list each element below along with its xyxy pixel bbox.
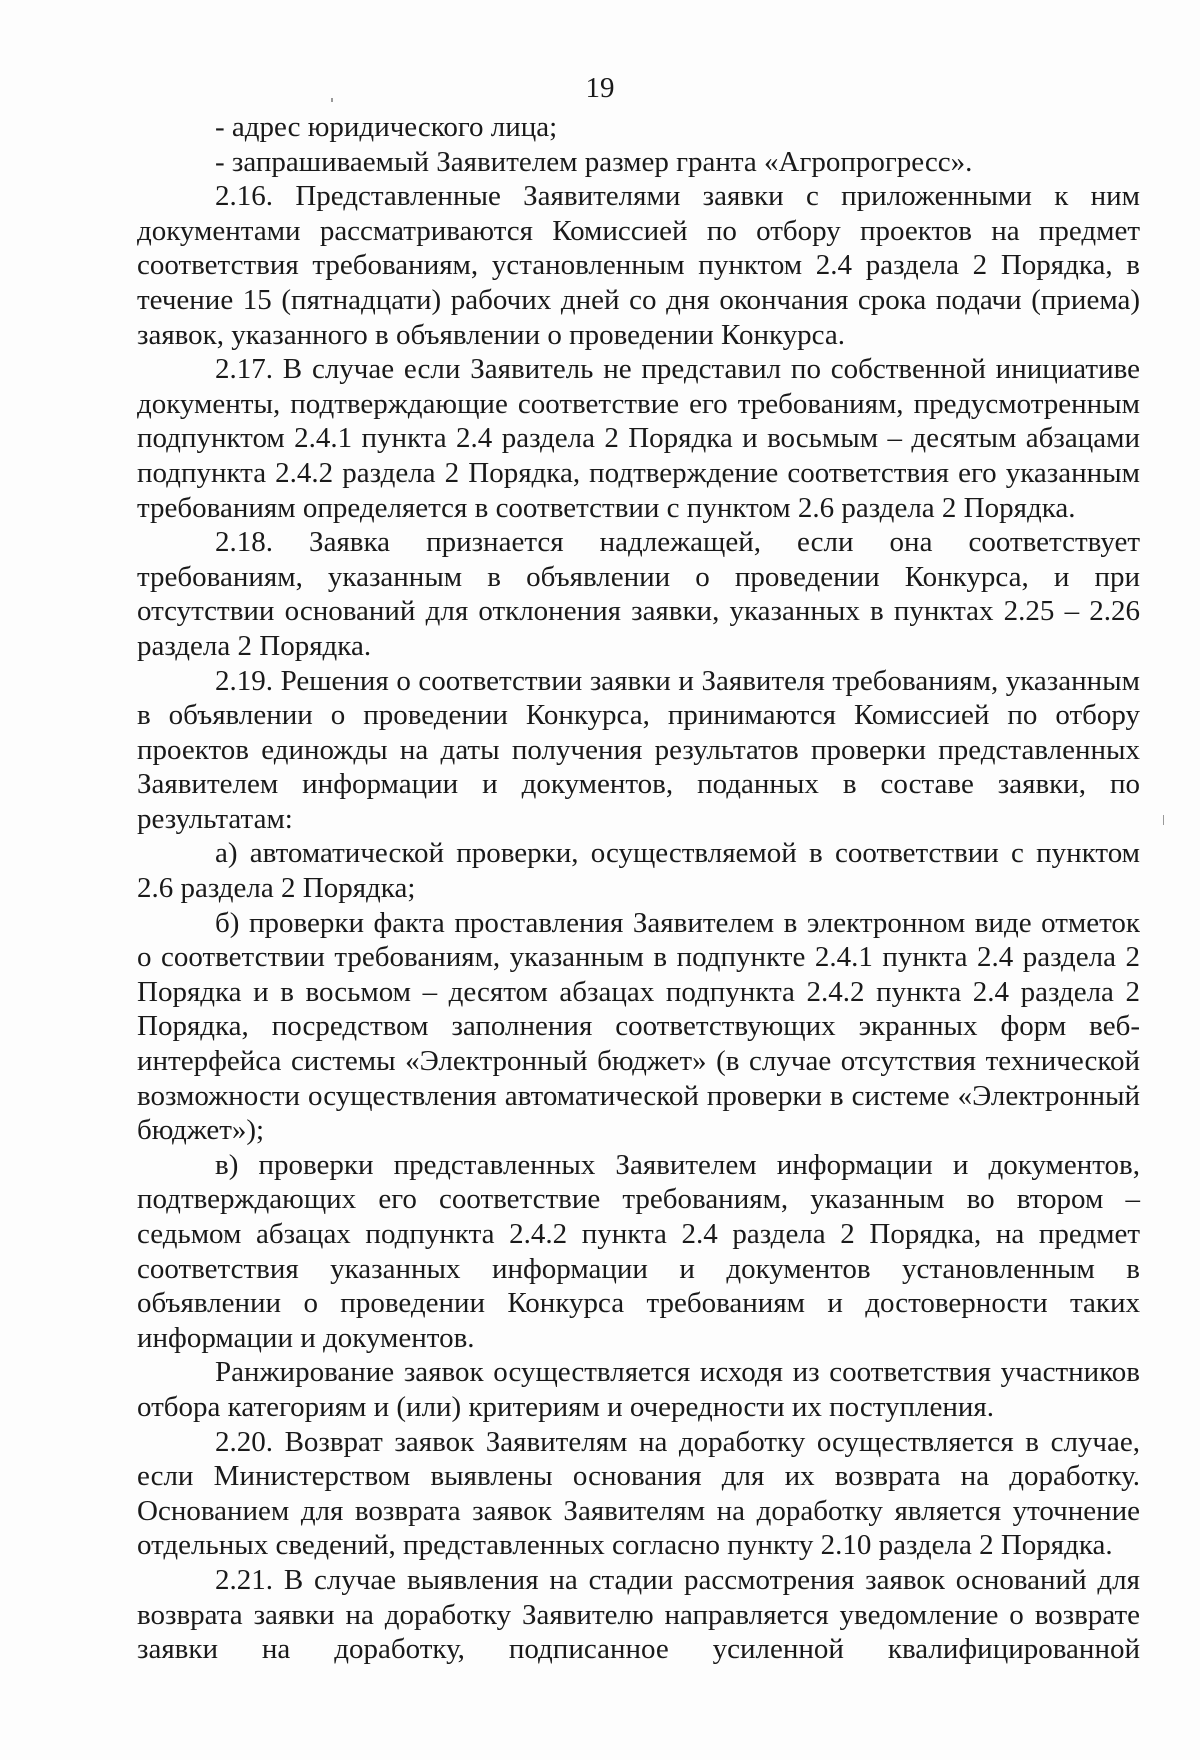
page-number: 19	[585, 72, 615, 104]
paragraph-grant-size: - запрашиваемый Заявителем размер гранта «Агропрогресс».	[215, 145, 973, 178]
paragraph-2-20: 2.20. Возврат заявок Заявителям на доработку осуществляется в случае, если Министерством выявлены основания для их возврата на доработку. Основанием для возврата заявок Заявителям на доработку является уточнение отдельных сведений, представленных согласно пункту 2.10 раздела 2 Порядка.	[137, 1425, 1140, 1562]
paragraph-2-19: 2.19. Решения о соответствии заявки и Заявителя требованиям, указанным в объявлении о проведении Конкурса, принимаются Комиссией по отбору проектов единожды на даты получения результатов проверки представленных Заявителем информации и документов, поданных в составе заявки, по результатам:	[137, 664, 1140, 835]
paragraph-2-16: 2.16. Представленные Заявителями заявки с приложенными к ним документами рассматриваются Комиссией по отбору проектов на предмет соответствия требованиям, установленным пунктом 2.4 раздела 2 Порядка, в течение 15 (пятнадцати) рабочих дней со дня окончания срока подачи (приема) заявок, указанного в объявлении о проведении Конкурса.	[137, 180, 1140, 351]
document-body	[137, 110, 1140, 1667]
paragraph-2-17: 2.17. В случае если Заявитель не представил по собственной инициативе документы, подтверждающие соответствие его требованиям, предусмотренным подпунктом 2.4.1 пункта 2.4 раздела 2 Порядка и восьмым – десятым абзацами подпункта 2.4.2 раздела 2 Порядка, подтверждение соответствия его указанным требованиям определяется в соответствии с пунктом 2.6 раздела 2 Порядка.	[137, 353, 1140, 524]
paragraph-address: - адрес юридического лица;	[215, 111, 558, 143]
scan-speck	[1163, 815, 1164, 825]
paragraph-2-21: 2.21. В случае выявления на стадии рассмотрения заявок оснований для возврата заявки на доработку Заявителю направляется уведомление о возврате заявки на доработку, подписанное усиленной квалифицированной	[137, 1563, 1140, 1666]
paragraph-2-19-b: б) проверки факта проставления Заявителем в электронном виде отметок о соответствии требованиям, указанным в подпункте 2.4.1 пункта 2.4 раздела 2 Порядка и в восьмом – десятом абзацах подпункта 2.4.2 пункта 2.4 раздела 2 Порядка, посредством заполнения соответствующих экранных форм веб-интерфейса системы «Электронный бюджет» (в случае отсутствия технической возможности осуществления автоматической проверки в системе «Электронный бюджет»);	[137, 906, 1140, 1147]
paragraph-2-18: 2.18. Заявка признается надлежащей, если она соответствует требованиям, указанным в объявлении о проведении Конкурса, и при отсутствии оснований для отклонения заявки, указанных в пунктах 2.25 – 2.26 раздела 2 Порядка.	[137, 526, 1140, 662]
scan-speck	[331, 98, 333, 102]
paragraph-ranking: Ранжирование заявок осуществляется исходя из соответствия участников отбора категориям и (или) критериям и очередности их поступления.	[137, 1356, 1140, 1423]
paragraph-2-19-a: а) автоматической проверки, осуществляемой в соответствии с пунктом 2.6 раздела 2 Порядка;	[137, 837, 1140, 905]
paragraph-2-19-v: в) проверки представленных Заявителем информации и документов, подтверждающих его соответствие требованиям, указанным во втором – седьмом абзацах подпункта 2.4.2 пункта 2.4 раздела 2 Порядка, на предмет соответствия указанных информации и документов установленным в объявлении о проведении Конкурса требованиям и достоверности таких информации и документов.	[137, 1148, 1140, 1354]
